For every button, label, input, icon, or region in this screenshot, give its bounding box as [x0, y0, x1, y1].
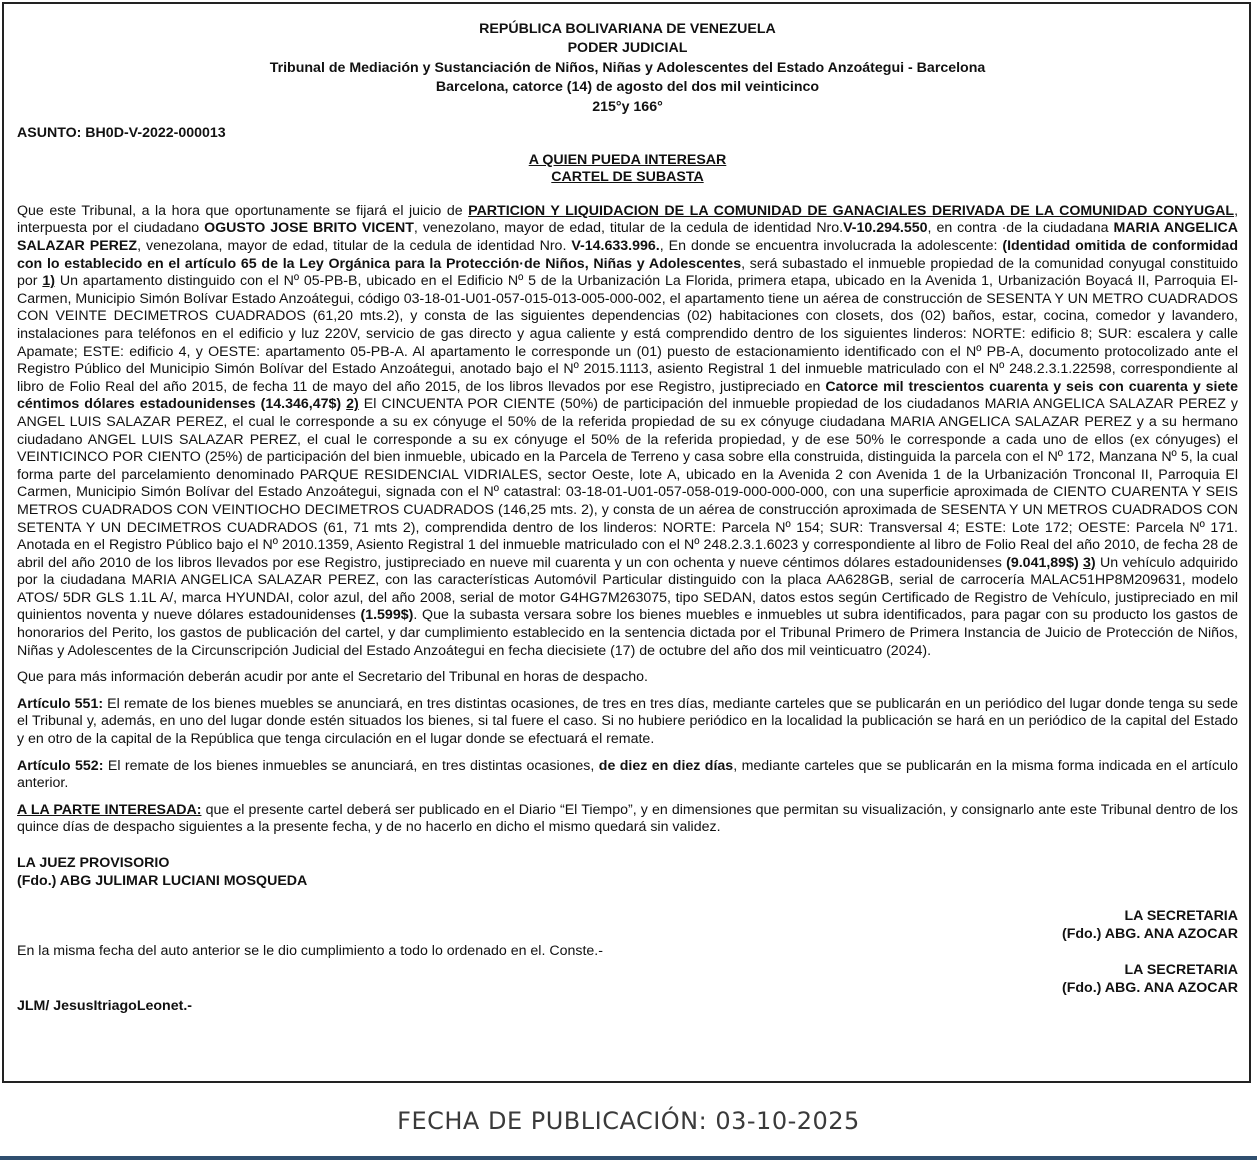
secretary-name: (Fdo.) ABG. ANA AZOCAR	[1062, 925, 1238, 942]
interested-party-label: A LA PARTE INTERESADA:	[17, 801, 202, 818]
secretary-title: LA SECRETARIA	[1124, 961, 1238, 978]
secretary-signature-2	[17, 962, 1238, 997]
article-552	[17, 758, 1238, 793]
item-3-description: Un vehículo adquirido por la ciudadana MARIA ANGELICA SALAZAR PEREZ, con las características Automóvil Particular distinguido con la placa AA628GB, serial de carrocería MALAC51HP8M209631, modelo ATOS/ 5DR GLS 1.1L A/, marca HYUNDAI, color azul, del año 2008, serial de motor G4HG7M263075, tipo SEDAN, datos estos según Certificado de Registro de Vehículo, justipreciado en mil quinientos noventa y nueve dólares estadounidenses	[17, 554, 1238, 624]
secretary-signature-1	[17, 908, 1238, 943]
document-content	[17, 20, 1238, 1016]
article-551	[17, 696, 1238, 749]
defendant-id: V-14.633.996.	[571, 238, 660, 254]
judge-signature	[17, 855, 1238, 890]
article-552-bold: de diez en diez días	[598, 757, 734, 774]
notice-title	[17, 152, 1238, 187]
header-branch: PODER JUDICIAL	[567, 40, 688, 57]
body-text: , venezolana, mayor de edad, titular de la cedula de identidad Nro.	[137, 238, 572, 254]
bottom-rule	[0, 1156, 1257, 1160]
body-text: , interpuesta por el ciudadano	[17, 202, 1239, 237]
item-2-description: El CINCUENTA POR CIENTE (50%) de participación del inmueble propiedad de los ciudadanos MARIA ANGELICA SALAZAR PEREZ y ANGEL LUIS SALAZAR PEREZ, el cual le corresponde a su ex cónyuge el 50% de la referida propiedad de su ex cónyuge ciudadana MARIA ANGELICA SALAZAR PEREZ y a su hermano ciudadano ANGEL LUIS SALAZAR PEREZ, el cual le corresponde a su ex cónyuge el 50% de la referida propiedad, y de ese 50% le corresponde a cada uno de ellos (ex cónyuges) el VEINTICINCO POR CIENTO (25%) de participación del bien inmueble, ubicado en la Parcela de Terreno y casa sobre ella construida, distinguida la parcela con el Nº 172, Manzana Nº 5, la cual forma parte del parcelamiento denominado PARQUE RESIDENCIAL VIDRIALES, sector Oeste, lote A, ubicado en la Avenida 2 con Avenida 1 de la Urbanización Tronconal II, Parroquia El Carmen, Municipio Simón Bolívar del Estado Anzoátegui, signada con el Nº catastral: 03-18-01-U01-057-058-019-000-000-000, con una superficie aproximada de CIENTO CUARENTA Y SEIS METROS CUADRADOS CON VEINTIOCHO DECIMETROS CUADRADOS (146,25 mts. 2), y consta de un aérea de construcción aproximada de SESENTA Y UN METROS CUADRADOS CON SETENTA Y UN DECIMETROS CUADRADOS (61, 71 mts 2), comprendida dentro de los linderos: NORTE: Parcela Nº 154; SUR: Transversal 4; ESTE: Lote 172; OESTE: Parcela Nº 171. Anotada en el Registro Público bajo el Nº 2010.1359, Asiento Registral 1 del inmueble matriculado con el Nº 248.2.3.1.6023 y correspondiente al libro de Folio Real del año 2010, de fecha 28 de abril del año 2010 de los libros llevados por ese Registro, justipreciado en nueve mil cuarenta y un con ochenta y nueve céntimos dólares estadounidenses	[17, 396, 1238, 571]
item-number-1: 1)	[42, 273, 55, 290]
body-text: , En donde se encuentra involucrada la adolescente:	[659, 238, 1003, 254]
clerk-initials: JLM/ JesusItriagoLeonet.-	[17, 998, 193, 1015]
item-1-description: Un apartamento distinguido con el Nº 05-PB-B, ubicado en el Edificio Nº 5 de la Urbanización La Florida, primera etapa, ubicado en la Avenida 1, Urbanización Boyacá II, Parroquia El-Carmen, Municipio Simón Bolívar Estado Anzoátegui, código 03-18-01-U01-057-015-013-005-000-002, el apartamento tiene un aérea de construcción de SESENTA Y UN METRO CUADRADOS CON VEINTE DECIMETROS CUADRADOS (61,20 mts.2), y consta de las siguientes dependencias (02) habitaciones con closets, dos (02) baños, estar, cocina, comedor y lavandero, instalaciones para teléfonos en el edificio y luz 220V, servicio de gas directo y agua caliente y está comprendido dentro de los siguientes linderos: NORTE: edificio 8; SUR: escalera y calle Apamate; ESTE: edificio 4, y OESTE: apartamento 05-PB-A. Al apartamento le corresponde un (01) puesto de estacionamiento identificado con el Nº PB-A, documento protocolizado ante el Registro Público del Municipio Simón Bolívar del Estado Anzoátegui, anotado bajo el Nº 2015.1113, asiento Registral 1 del inmueble matriculado con el Nº 248.2.3.1.22598, correspondiente al libro de Folio Real del año 2015, de fecha 11 de mayo del año 2015, de los libros llevados por ese Registro, justipreciado en	[17, 273, 1238, 395]
interested-party-paragraph	[17, 802, 1238, 837]
body-text: Que este Tribunal, a la hora que oportunamente se fijará el juicio de	[17, 202, 469, 219]
article-552-text: El remate de los bienes inmuebles se anunciará, en tres distintas ocasiones,	[103, 757, 599, 774]
header-date: Barcelona, catorce (14) de agosto del dos mil veinticinco	[435, 79, 820, 96]
document-header	[17, 20, 1238, 117]
body-text: , será subastado el inmueble propiedad de la comunidad conyugal constituido por	[17, 255, 1238, 290]
case-number: ASUNTO: BH0D-V-2022-000013	[17, 125, 226, 142]
header-country: REPÚBLICA BOLIVARIANA DE VENEZUELA	[479, 21, 776, 37]
body-text: . Que la subasta versara sobre los bienes muebles e inmuebles ut subra identificados, para pagar con su producto los gastos de honorarios del Perito, los gastos de publicación del cartel, y dar cumplimiento establecido en la sentencia dictada por el Tribunal Primero de Primera Instancia de Juicio de Protección de Niños, Niñas y Adolescentes de la Circunscripción Judicial del Estado Anzoátegui en fecha diecisiete (17) de octubre del año dos mil veinticuatro (2024).	[17, 607, 1238, 659]
article-552-text-end: , mediante carteles que se publicarán en la misma forma indicada en el artículo anterior.	[17, 757, 1238, 792]
notice-title-line2: CARTEL DE SUBASTA	[551, 169, 704, 186]
plaintiff-name: OGUSTO JOSE BRITO VICENT	[204, 220, 414, 237]
article-551-label: Artículo 551:	[17, 695, 104, 712]
interested-party-text: que el presente cartel deberá ser publicado en el Diario “El Tiempo”, y en dimensiones que permitan su visualización, y consignarlo ante este Tribunal dentro de los quince días de despacho siguientes a la presente fecha, y de no hacerlo en dicho el mismo quedará sin validez.	[17, 801, 1238, 836]
notice-title-line1: A QUIEN PUEDA INTERESAR	[528, 151, 727, 168]
item-number-2: 2)	[346, 396, 359, 413]
body-text: , venezolano, mayor de edad, titular de la cedula de identidad Nro.	[413, 220, 844, 237]
defendant-name: MARIA ANGELICA SALAZAR PEREZ	[17, 220, 1238, 254]
item-2-value: (9.041,89$)	[1006, 554, 1079, 571]
judge-name: (Fdo.) ABG JULIMAR LUCIANI MOSQUEDA	[17, 872, 308, 889]
publication-date: FECHA DE PUBLICACIÓN: 03-10-2025	[397, 1107, 860, 1135]
item-number-3: 3)	[1083, 554, 1096, 571]
identity-omitted-note: (Identidad omitida de conformidad con lo establecido en el artículo 65 de la Ley Orgánica para la Protección·de Niños, Niñas y Adolescentes	[17, 238, 1238, 272]
conste-note: En la misma fecha del auto anterior se le dio cumplimiento a todo lo ordenado en el. Conste.-	[17, 943, 603, 960]
header-court: Tribunal de Mediación y Sustanciación de Niños, Niñas y Adolescentes del Estado Anzoátegui - Barcelona	[269, 59, 986, 76]
secretary-title: LA SECRETARIA	[1124, 908, 1238, 925]
judge-title: LA JUEZ PROVISORIO	[17, 855, 170, 871]
item-3-value: (1.599$)	[360, 607, 414, 624]
article-552-label: Artículo 552:	[17, 757, 104, 774]
body-text: , en contra ·de la ciudadana	[927, 220, 1114, 237]
secretary-name: (Fdo.) ABG. ANA AZOCAR	[1062, 979, 1238, 996]
auction-body	[17, 203, 1238, 660]
item-1-value: Catorce mil trescientos cuarenta y seis con cuarenta y siete céntimos dólares estadounidenses (14.346,47$)	[17, 378, 1239, 413]
plaintiff-id: V-10.294.550	[843, 220, 928, 237]
article-551-text: El remate de los bienes muebles se anunciará, en tres distintas ocasiones, de tres en tres días, mediante carteles que se publicarán en un periódico del lugar donde tenga su sede el Tribunal y, además, en uno del lugar donde estén situados los bienes, si tal fuere el caso. Si no hubiere periódico en la localidad la publicación se hará en un periódico de la capital del Estado y en otro de la capital de la República que tenga circulación en el lugar donde se efectuará el remate.	[17, 695, 1239, 748]
case-type: PARTICION Y LIQUIDACION DE LA COMUNIDAD DE GANACIALES DERIVADA DE LA COMUNIDAD CONYUGAL	[468, 202, 1235, 219]
header-years: 215°y 166°	[592, 98, 663, 115]
info-paragraph: Que para más información deberán acudir por ante el Secretario del Tribunal en horas de despacho.	[17, 669, 648, 686]
